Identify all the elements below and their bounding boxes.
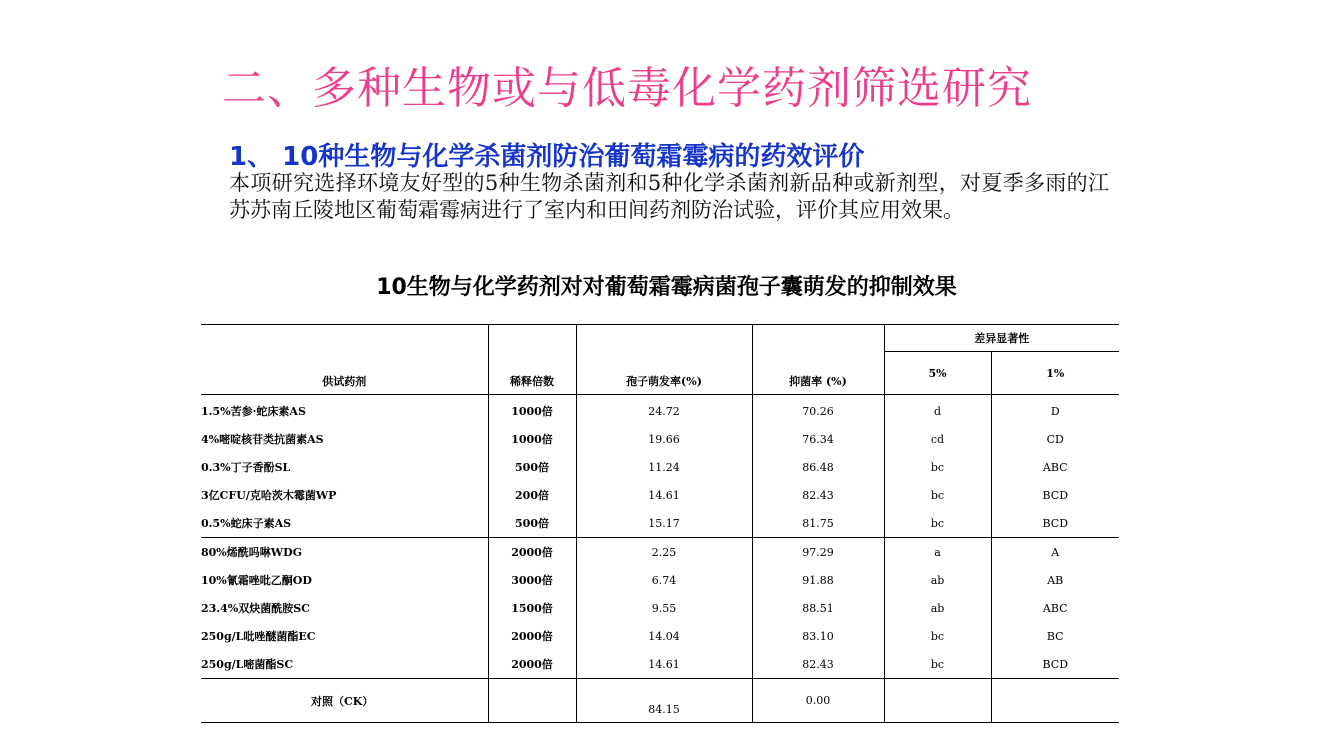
cell-sig5: a [884, 538, 991, 567]
cell-agent: 0.5%蛇床子素AS [201, 517, 292, 530]
cell-dilution: 2000倍 [488, 538, 576, 567]
table-row [201, 509, 1119, 538]
cell-sig5: ab [884, 566, 991, 594]
cell-agent: 250g/L嘧菌酯SC [201, 658, 294, 671]
cell-sig1: D [991, 395, 1119, 426]
cell-inhibition: 97.29 [752, 538, 884, 567]
cell-sig1: A [991, 538, 1119, 567]
header-sig1: 1% [991, 352, 1119, 395]
cell-germination: 11.24 [576, 453, 752, 481]
cell-dilution: 1500倍 [488, 594, 576, 622]
results-table [201, 324, 1119, 723]
table-row-control [201, 679, 1119, 723]
cell-germination: 19.66 [576, 425, 752, 453]
cell-inhibition: 82.43 [752, 650, 884, 679]
cell-sig5 [884, 679, 991, 723]
cell-germination: 14.61 [576, 481, 752, 509]
cell-inhibition: 82.43 [752, 481, 884, 509]
cell-agent: 10%氰霜唑吡乙酮OD [201, 574, 312, 587]
section-heading: 1、 10种生物与化学杀菌剂防治葡萄霜霉病的药效评价 [229, 142, 865, 172]
cell-dilution: 500倍 [488, 453, 576, 481]
cell-sig1 [991, 679, 1119, 723]
cell-agent: 1.5%苦参·蛇床素AS [201, 395, 488, 426]
cell-agent: 4%嘧啶核苷类抗菌素AS [201, 433, 324, 446]
cell-sig1: CD [991, 425, 1119, 453]
cell-germination: 24.72 [576, 395, 752, 426]
cell-sig5: bc [884, 622, 991, 650]
cell-sig1: ABC [991, 453, 1119, 481]
cell-inhibition: 83.10 [752, 622, 884, 650]
table-row [201, 453, 1119, 481]
table-row [201, 481, 1119, 509]
cell-germination: 6.74 [576, 566, 752, 594]
header-sig5: 5% [884, 352, 991, 395]
cell-sig5: bc [884, 650, 991, 679]
cell-inhibition: 70.26 [752, 395, 884, 426]
cell-dilution: 1000倍 [488, 395, 576, 426]
cell-inhibition: 91.88 [752, 566, 884, 594]
cell-sig5: bc [884, 481, 991, 509]
header-agent: 供试药剂 [201, 325, 488, 395]
table-row [201, 650, 1119, 679]
table-row [201, 622, 1119, 650]
cell-sig1: BC [991, 622, 1119, 650]
cell-sig1: BCD [991, 481, 1119, 509]
cell-agent: 对照（CK） [201, 679, 488, 723]
intro-paragraph: 本项研究选择环境友好型的5种生物杀菌剂和5种化学杀菌剂新品种或新剂型，对夏季多雨的江苏苏南丘陵地区葡萄霜霉病进行了室内和田间药剂防治试验，评价其应用效果。 [229, 171, 1109, 222]
cell-germination: 14.04 [576, 622, 752, 650]
header-dilution: 稀释倍数 [488, 325, 576, 395]
cell-agent: 23.4%双炔菌酰胺SC [201, 602, 310, 615]
cell-dilution [488, 679, 576, 723]
table-row [201, 538, 1119, 567]
cell-germination: 2.25 [576, 538, 752, 567]
cell-germination: 14.61 [576, 650, 752, 679]
cell-sig1: ABC [991, 594, 1119, 622]
cell-dilution: 3000倍 [488, 566, 576, 594]
cell-inhibition: 88.51 [752, 594, 884, 622]
cell-dilution: 2000倍 [488, 650, 576, 679]
cell-inhibition: 76.34 [752, 425, 884, 453]
cell-dilution: 200倍 [488, 481, 576, 509]
cell-sig5: ab [884, 594, 991, 622]
cell-sig5: bc [884, 509, 991, 538]
cell-agent: 3亿CFU/克哈茨木霉菌WP [201, 489, 337, 502]
cell-sig5: d [884, 395, 991, 426]
cell-agent: 0.3%丁子香酚SL [201, 461, 291, 474]
cell-inhibition: 86.48 [752, 453, 884, 481]
cell-germination: 9.55 [576, 594, 752, 622]
slide-title: 二、多种生物或与低毒化学药剂筛选研究 [222, 63, 1032, 114]
cell-inhibition: 0.00 [752, 679, 884, 723]
table-caption: 10生物与化学药剂对对葡萄霜霉病菌孢子囊萌发的抑制效果 [376, 275, 957, 300]
cell-sig1: BCD [991, 509, 1119, 538]
table-row [201, 566, 1119, 594]
table-row [201, 594, 1119, 622]
table-row [201, 395, 1119, 426]
header-germination: 孢子萌发率(%) [576, 325, 752, 395]
header-inhibition: 抑菌率 (%) [752, 325, 884, 395]
cell-sig1: AB [991, 566, 1119, 594]
cell-dilution: 500倍 [488, 509, 576, 538]
cell-dilution: 1000倍 [488, 425, 576, 453]
cell-agent: 250g/L吡唑醚菌酯EC [201, 630, 316, 643]
cell-dilution: 2000倍 [488, 622, 576, 650]
table-row [201, 425, 1119, 453]
cell-agent: 80%烯酰吗啉WDG [201, 538, 488, 567]
cell-sig1: BCD [991, 650, 1119, 679]
header-significance: 差异显著性 [884, 325, 1119, 352]
cell-sig5: bc [884, 453, 991, 481]
cell-inhibition: 81.75 [752, 509, 884, 538]
cell-germination: 84.15 [576, 679, 752, 723]
cell-sig5: cd [884, 425, 991, 453]
cell-germination: 15.17 [576, 509, 752, 538]
